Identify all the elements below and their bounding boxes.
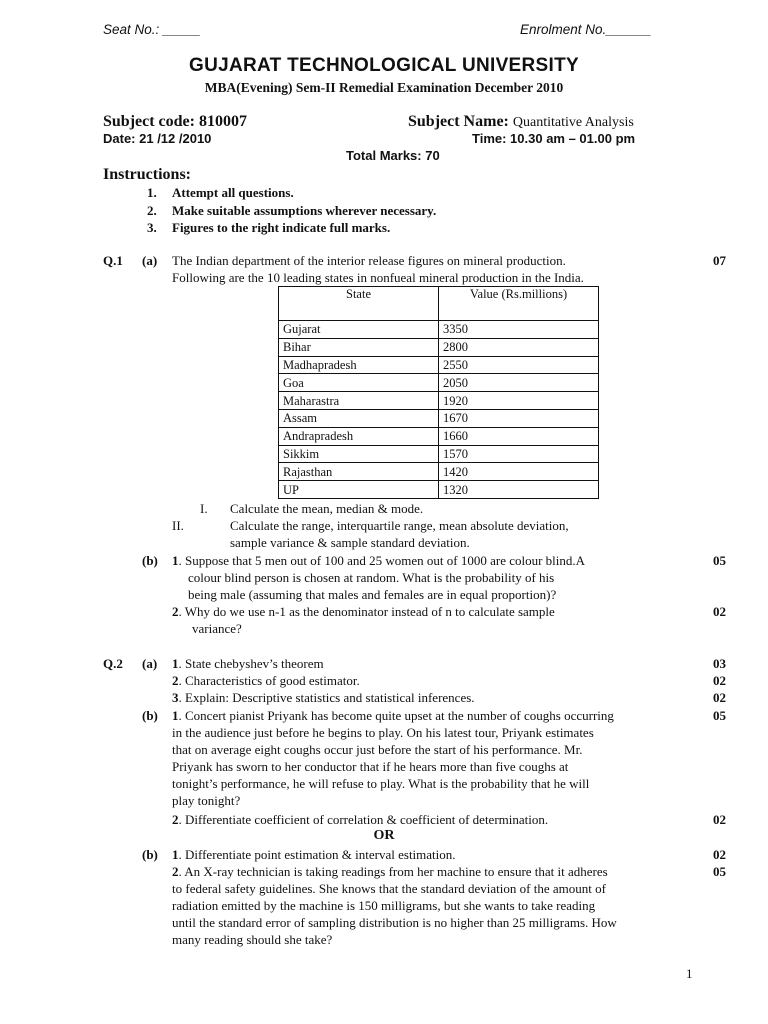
q2b-alt-part2-line: radiation emitted by the machine is 150 milligrams, but she wants to take reading xyxy=(172,898,596,913)
table-cell-state: Maharastra xyxy=(279,392,439,410)
q1b-part1-line: being male (assuming that males and females are in equal proportion)? xyxy=(188,587,557,602)
table-row xyxy=(279,392,599,410)
table-cell-value: 1660 xyxy=(439,427,599,445)
q2b-alt-part2-num: 2 xyxy=(172,864,179,879)
q1a-label: (a) xyxy=(142,253,158,268)
instruction-num: 3. xyxy=(147,220,157,235)
exam-date: Date: 21 /12 /2010 xyxy=(103,131,212,146)
subject-code: Subject code: 810007 xyxy=(103,113,247,130)
q2a-item-text: . Explain: Descriptive statistics and statistical inferences. xyxy=(178,690,475,705)
q2a-item xyxy=(172,673,360,689)
q2b-part1-marks: 05 xyxy=(713,708,726,723)
q2b-part2-line xyxy=(172,812,548,828)
exam-title: MBA(Evening) Sem-II Remedial Examination December 2010 xyxy=(204,80,564,95)
table-cell-state: Sikkim xyxy=(279,445,439,463)
q2a-item-num: 2 xyxy=(172,673,179,688)
q1b-part2-num: 2 xyxy=(172,604,179,619)
q2b-alt-part2-line xyxy=(172,864,608,880)
q1b-part1-num: 1 xyxy=(172,553,179,568)
q2b-alt-label: (b) xyxy=(142,847,158,862)
subject-name-value: Quantitative Analysis xyxy=(512,115,634,130)
table-row xyxy=(279,427,599,445)
q2b-alt-part2-text: . An X-ray technician is taking readings from her machine to ensure that it adheres xyxy=(178,864,608,879)
q1b-part1-marks: 05 xyxy=(713,553,726,568)
table-cell-value: 1320 xyxy=(439,481,599,499)
q2-label: Q.2 xyxy=(103,656,123,671)
instruction-item: Make suitable assumptions wherever necessary. xyxy=(172,203,437,218)
table-row xyxy=(279,463,599,481)
q1a-text-line: Following are the 10 leading states in nonfueal mineral production in the India. xyxy=(172,270,584,285)
instruction-item: Attempt all questions. xyxy=(172,185,294,200)
mineral-production-table xyxy=(278,286,599,499)
q2b-part1-line: Priyank has sworn to her conductor that if he hears more than five coughs at xyxy=(172,759,569,774)
q2b-part1-line: in the audience just before he begins to play. On his latest tour, Priyank estimates xyxy=(172,725,594,740)
table-cell-state: Goa xyxy=(279,374,439,392)
q2a-item-num: 1 xyxy=(172,656,179,671)
instruction-num: 1. xyxy=(147,185,157,200)
q2b-alt-part1-num: 1 xyxy=(172,847,179,862)
table-cell-state: Bihar xyxy=(279,338,439,356)
q2a-item-text: . State chebyshev’s theorem xyxy=(178,656,324,671)
table-row xyxy=(279,481,599,499)
table-cell-value: 2550 xyxy=(439,356,599,374)
table-header-row xyxy=(279,287,599,321)
table-cell-value: 1920 xyxy=(439,392,599,410)
seat-number: Seat No.: _____ xyxy=(103,22,201,37)
q2b-part1-line: play tonight? xyxy=(172,793,241,808)
or-separator: OR xyxy=(373,828,395,843)
q2b-alt-part1-line xyxy=(172,847,456,863)
q2a-label: (a) xyxy=(142,656,158,671)
q2b-part2-num: 2 xyxy=(172,812,179,827)
subject-name-label: Subject Name: xyxy=(408,113,509,130)
q1a-sub2-num: II. xyxy=(172,518,184,533)
table-cell-value: 1670 xyxy=(439,409,599,427)
q2b-part2-marks: 02 xyxy=(713,812,726,827)
q1a-sub1-num: I. xyxy=(200,501,208,516)
q2b-part1-line: that on average eight coughs occur just before the start of his performance. Mr. xyxy=(172,742,583,757)
q2b-alt-part2-line: many reading should she take? xyxy=(172,932,333,947)
table-header-value: Value (Rs.millions) xyxy=(439,287,599,321)
q1b-part1-text: . Suppose that 5 men out of 100 and 25 women out of 1000 are colour blind.A xyxy=(178,553,586,568)
q2b-part1-text: . Concert pianist Priyank has become quite upset at the number of coughs occurring xyxy=(178,708,614,723)
q2b-label: (b) xyxy=(142,708,158,723)
enrolment-number: Enrolment No.______ xyxy=(520,22,652,37)
q1b-label: (b) xyxy=(142,553,158,568)
table-cell-value: 1420 xyxy=(439,463,599,481)
table-cell-value: 1570 xyxy=(439,445,599,463)
q1b-part2-line: variance? xyxy=(192,621,242,636)
q2b-alt-part2-line: to federal safety guidelines. She knows that the standard deviation of the amount of xyxy=(172,881,606,896)
q2b-part1-num: 1 xyxy=(172,708,179,723)
q1a-sub2-text-line: Calculate the range, interquartile range, mean absolute deviation, xyxy=(230,518,569,533)
q2b-alt-part1-marks: 02 xyxy=(713,847,726,862)
instructions-heading: Instructions: xyxy=(103,166,192,183)
q1-label: Q.1 xyxy=(103,253,123,268)
table-cell-state: Rajasthan xyxy=(279,463,439,481)
table-cell-value: 2800 xyxy=(439,338,599,356)
table-cell-state: Madhapradesh xyxy=(279,356,439,374)
subject-name xyxy=(408,113,634,131)
table-row xyxy=(279,338,599,356)
table-cell-state: Andrapradesh xyxy=(279,427,439,445)
table-row xyxy=(279,374,599,392)
q2b-alt-part2-line: until the standard error of sampling distribution is no higher than 25 milligrams. How xyxy=(172,915,617,930)
exam-time: Time: 10.30 am – 01.00 pm xyxy=(472,131,636,146)
q2a-item-marks: 02 xyxy=(713,673,726,688)
table-cell-value: 3350 xyxy=(439,321,599,339)
q2b-part2-text: . Differentiate coefficient of correlation & coefficient of determination. xyxy=(178,812,549,827)
q2b-part1-line: tonight’s performance, he will refuse to play. What is the probability that he will xyxy=(172,776,590,791)
q1b-part2-marks: 02 xyxy=(713,604,726,619)
table-cell-state: UP xyxy=(279,481,439,499)
q2a-item-marks: 02 xyxy=(713,690,726,705)
instruction-item: Figures to the right indicate full marks. xyxy=(172,220,391,235)
table-row xyxy=(279,321,599,339)
table-row xyxy=(279,409,599,427)
q2a-item xyxy=(172,656,324,672)
q2a-item xyxy=(172,690,475,706)
q1a-text-line: The Indian department of the interior release figures on mineral production. xyxy=(172,253,566,268)
q2a-item-text: . Characteristics of good estimator. xyxy=(178,673,360,688)
table-cell-state: Assam xyxy=(279,409,439,427)
q1b-part1-line: colour blind person is chosen at random. What is the probability of his xyxy=(188,570,555,585)
table-row xyxy=(279,445,599,463)
q2b-alt-part1-text: . Differentiate point estimation & interval estimation. xyxy=(178,847,456,862)
q1a-sub2-text-line: sample variance & sample standard deviation. xyxy=(230,535,470,550)
table-header-state: State xyxy=(279,287,439,321)
q1b-part1-line xyxy=(172,553,585,569)
page-number: 1 xyxy=(686,966,693,981)
table-row xyxy=(279,356,599,374)
q1b-part2-text: . Why do we use n-1 as the denominator instead of n to calculate sample xyxy=(178,604,555,619)
q1a-marks: 07 xyxy=(713,253,726,268)
q1a-sub1-text: Calculate the mean, median & mode. xyxy=(230,501,424,516)
q2b-alt-part2-marks: 05 xyxy=(713,864,726,879)
university-title: GUJARAT TECHNOLOGICAL UNIVERSITY xyxy=(189,55,579,76)
q2a-item-num: 3 xyxy=(172,690,179,705)
table-cell-value: 2050 xyxy=(439,374,599,392)
q2a-item-marks: 03 xyxy=(713,656,726,671)
table-cell-state: Gujarat xyxy=(279,321,439,339)
total-marks: Total Marks: 70 xyxy=(346,148,440,163)
q2b-part1-line xyxy=(172,708,614,724)
instruction-num: 2. xyxy=(147,203,157,218)
q1b-part2-line xyxy=(172,604,555,620)
